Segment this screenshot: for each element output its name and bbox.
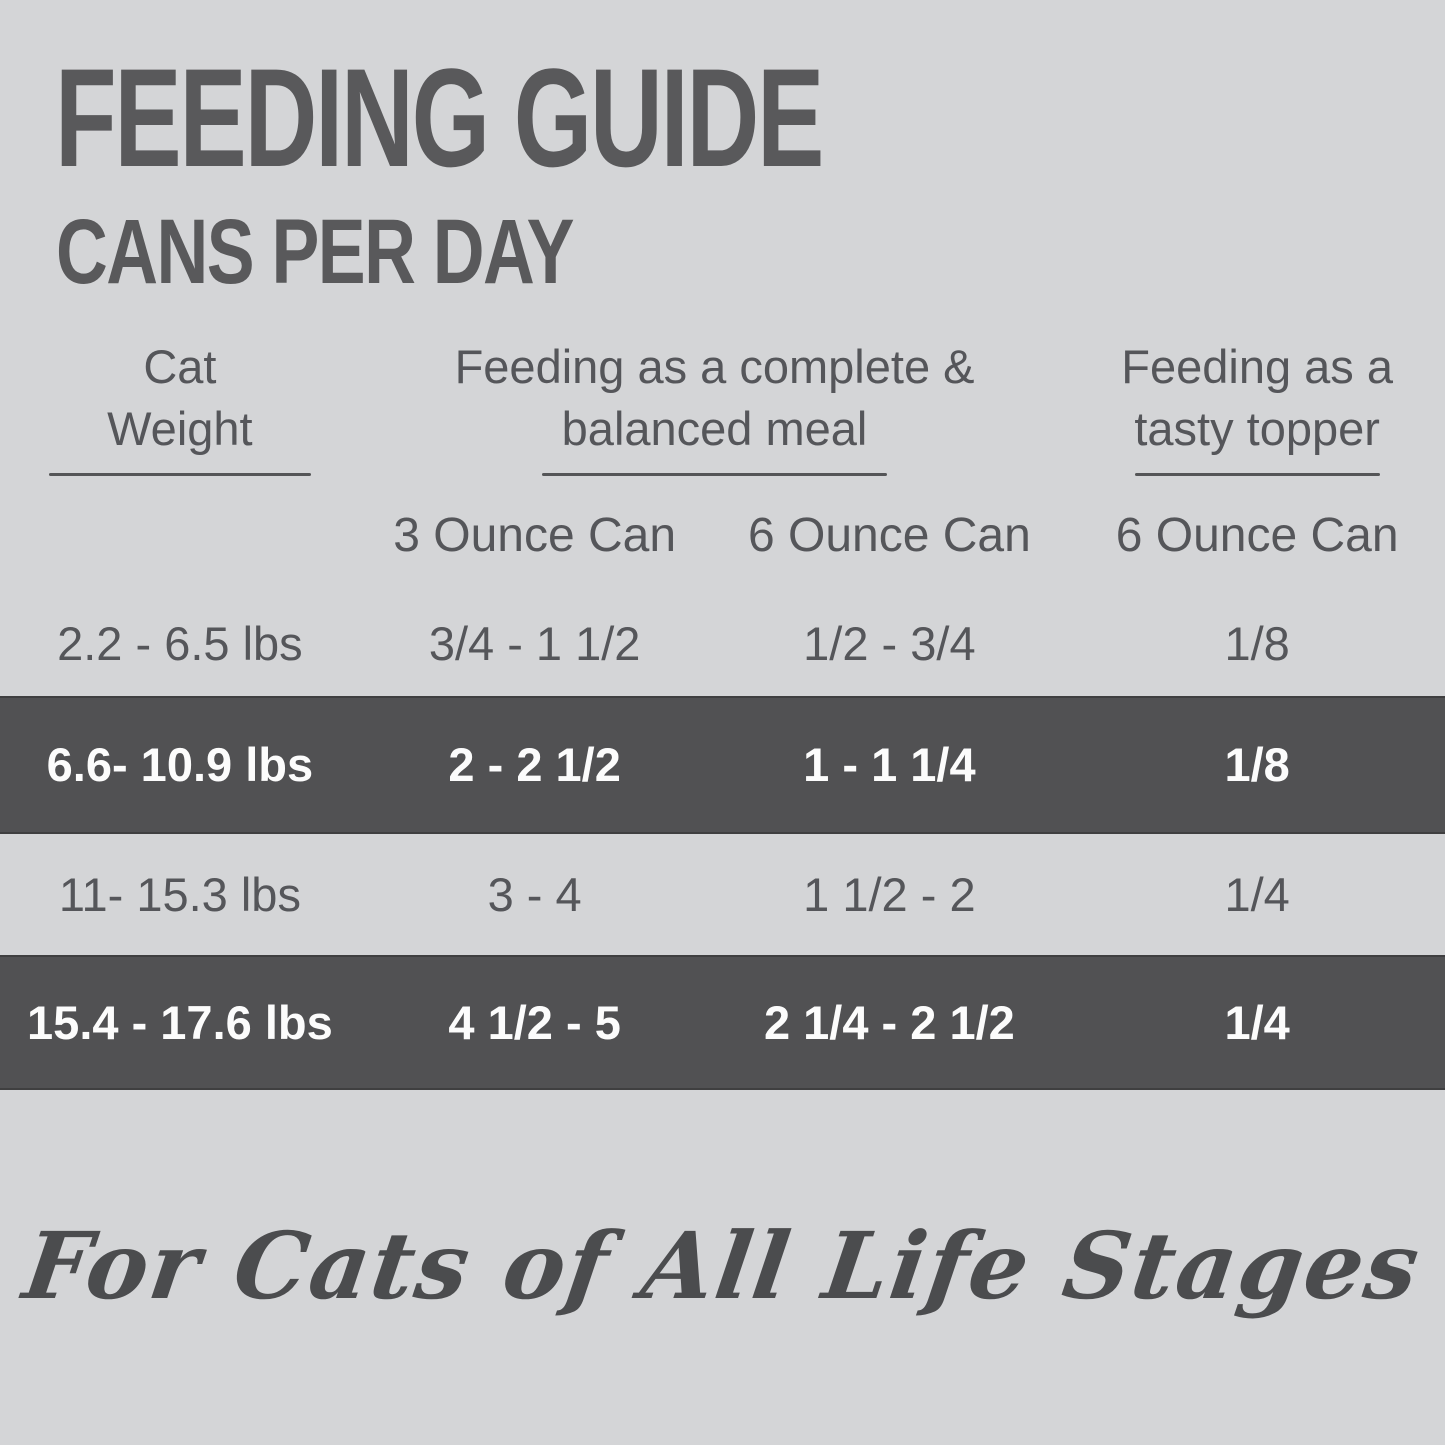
topper-6oz-value: 1/4	[1224, 995, 1290, 1049]
cat-weight-value: 11- 15.3 lbs	[58, 867, 301, 921]
header-underline	[1135, 473, 1380, 476]
can-size-header-6oz-topper: 6 Ounce Can	[1115, 509, 1399, 562]
column-header-cat-weight	[0, 336, 360, 476]
cat-weight-value: 6.6- 10.9 lbs	[46, 738, 314, 792]
table-row-highlighted	[0, 955, 1445, 1090]
table-row	[0, 834, 1445, 955]
page-title: FEEDING GUIDE	[55, 39, 823, 196]
can-size-header-6oz-meal: 6 Ounce Can	[747, 509, 1031, 562]
column-header-line: Feeding as a	[1121, 340, 1393, 393]
can-size-header-row	[0, 506, 1445, 566]
meal-6oz-value: 1 - 1 1/4	[803, 738, 976, 792]
topper-6oz-value: 1/8	[1224, 738, 1290, 792]
meal-3oz-value: 2 - 2 1/2	[448, 738, 621, 792]
cat-weight-value: 2.2 - 6.5 lbs	[57, 617, 303, 671]
can-size-header-3oz-meal: 3 Ounce Can	[393, 509, 677, 562]
meal-3oz-value: 4 1/2 - 5	[448, 995, 621, 1049]
column-header-complete-meal	[360, 336, 1069, 476]
topper-6oz-value: 1/8	[1224, 617, 1290, 671]
topper-6oz-value: 1/4	[1224, 867, 1290, 921]
meal-3oz-value: 3/4 - 1 1/2	[428, 617, 641, 671]
all-life-stages-tagline: For Cats of All Life Stages	[17, 1212, 1428, 1320]
header-underline	[49, 473, 311, 476]
column-header-line: Weight	[107, 402, 253, 455]
meal-6oz-value: 1 1/2 - 2	[803, 867, 976, 921]
meal-3oz-value: 3 - 4	[487, 867, 582, 921]
cat-weight-value: 15.4 - 17.6 lbs	[27, 995, 333, 1049]
column-header-row	[0, 336, 1445, 476]
meal-6oz-value: 1/2 - 3/4	[803, 617, 976, 671]
column-header-line: Cat	[143, 340, 217, 393]
meal-6oz-value: 2 1/4 - 2 1/2	[763, 995, 1015, 1049]
column-header-line: Feeding as a complete &	[454, 340, 975, 393]
table-row	[0, 592, 1445, 696]
table-row-highlighted	[0, 696, 1445, 834]
footer	[0, 1212, 1445, 1320]
column-header-tasty-topper	[1069, 336, 1445, 476]
column-header-line: tasty topper	[1134, 402, 1380, 455]
page-subtitle: CANS PER DAY	[56, 201, 573, 303]
header-underline	[542, 473, 887, 476]
column-header-line: balanced meal	[561, 402, 868, 455]
